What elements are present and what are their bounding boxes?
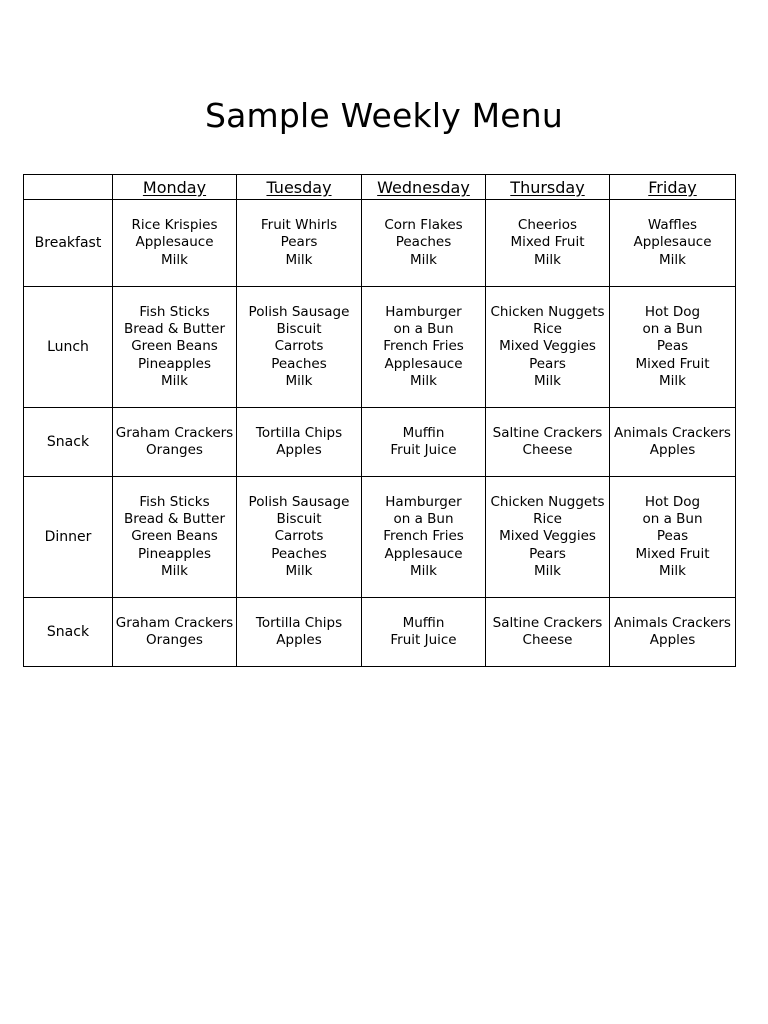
menu-item: Peaches <box>395 234 452 251</box>
menu-item: Mixed Veggies <box>499 338 596 355</box>
menu-item: Hot Dog <box>644 493 701 510</box>
day-header-monday: Monday <box>113 175 237 200</box>
menu-row-dinner <box>24 477 736 598</box>
menu-cell-thursday <box>486 477 610 598</box>
corner-cell <box>24 175 113 200</box>
menu-item: Peaches <box>271 545 327 562</box>
day-header-thursday: Thursday <box>486 175 610 200</box>
menu-item: Apples <box>649 632 696 648</box>
menu-cell-wednesday <box>362 200 486 287</box>
menu-item: Mixed Fruit <box>635 545 710 562</box>
menu-item: Carrots <box>274 338 324 355</box>
menu-cell-friday <box>610 477 736 598</box>
menu-cell-thursday <box>486 287 610 408</box>
menu-item: Milk <box>410 372 437 389</box>
weekly-menu-table <box>23 174 736 667</box>
menu-row-snack <box>24 598 736 667</box>
menu-item: Animals Crackers <box>614 614 731 631</box>
menu-row-breakfast <box>24 200 736 287</box>
meal-label: Breakfast <box>24 200 113 287</box>
page-title: Sample Weekly Menu <box>204 96 564 135</box>
menu-item: Pears <box>280 234 318 251</box>
menu-item: Milk <box>534 372 561 389</box>
menu-cell-monday <box>113 287 237 408</box>
menu-item: Fruit Juice <box>390 632 457 648</box>
menu-item: Hamburger <box>385 303 462 320</box>
menu-cell-wednesday <box>362 477 486 598</box>
menu-item: Milk <box>285 562 313 579</box>
menu-cell-friday <box>610 287 736 408</box>
menu-item: Muffin <box>402 614 445 631</box>
menu-cell-monday <box>113 598 237 667</box>
meal-label: Snack <box>24 408 113 477</box>
menu-item: Oranges <box>146 442 203 458</box>
menu-item: Hot Dog <box>644 303 701 320</box>
menu-cell-wednesday <box>362 287 486 408</box>
menu-cell-tuesday <box>237 408 362 477</box>
menu-item: Applesauce <box>384 355 463 372</box>
menu-item: French Fries <box>383 338 464 355</box>
menu-item: Apples <box>276 632 322 648</box>
menu-item: Fruit Juice <box>390 442 457 458</box>
menu-item: Mixed Veggies <box>499 528 596 545</box>
menu-cell-tuesday <box>237 287 362 408</box>
menu-item: Milk <box>410 251 437 268</box>
menu-item: Corn Flakes <box>384 217 463 234</box>
menu-item: Animals Crackers <box>614 424 731 441</box>
menu-cell-thursday <box>486 200 610 287</box>
menu-item: Polish Sausage <box>248 493 350 510</box>
menu-cell-monday <box>113 200 237 287</box>
menu-cell-thursday <box>486 408 610 477</box>
menu-item: Muffin <box>402 424 445 441</box>
menu-item: Biscuit <box>276 511 322 528</box>
menu-item: Chicken Nuggets <box>490 303 605 320</box>
menu-item: Milk <box>285 372 313 389</box>
menu-item: Pears <box>529 355 566 372</box>
menu-item: Cheese <box>522 632 573 648</box>
menu-row-snack <box>24 408 736 477</box>
menu-item: Milk <box>161 562 188 579</box>
day-header-tuesday: Tuesday <box>237 175 362 200</box>
menu-item: Apples <box>276 442 322 458</box>
menu-item: Peas <box>656 338 689 355</box>
menu-row-lunch <box>24 287 736 408</box>
menu-item: Hamburger <box>385 493 462 510</box>
menu-item: Milk <box>161 251 188 268</box>
menu-item: Cheerios <box>517 217 578 234</box>
menu-item: Fruit Whirls <box>260 217 338 234</box>
menu-item: Apples <box>649 442 696 458</box>
menu-item: Graham Crackers <box>115 614 234 631</box>
menu-item: Bread & Butter <box>123 511 226 528</box>
day-header-friday: Friday <box>610 175 736 200</box>
menu-item: Mixed Fruit <box>510 234 585 251</box>
meal-label: Dinner <box>24 477 113 598</box>
menu-item: Milk <box>659 562 686 579</box>
menu-item: Oranges <box>146 632 203 648</box>
menu-item: Waffles <box>647 217 698 234</box>
menu-cell-friday <box>610 408 736 477</box>
menu-item: Applesauce <box>633 234 712 251</box>
menu-item: Graham Crackers <box>115 424 234 441</box>
menu-cell-monday <box>113 477 237 598</box>
menu-item: French Fries <box>383 528 464 545</box>
menu-item: Peaches <box>271 355 327 372</box>
menu-item: Milk <box>534 562 561 579</box>
menu-cell-wednesday <box>362 408 486 477</box>
header-row <box>24 175 736 200</box>
menu-item: on a Bun <box>642 511 703 528</box>
menu-cell-tuesday <box>237 598 362 667</box>
menu-item: Milk <box>410 562 437 579</box>
menu-item: Applesauce <box>384 545 463 562</box>
menu-item: Milk <box>534 251 561 268</box>
menu-item: Applesauce <box>135 234 214 251</box>
menu-item: Saltine Crackers <box>492 614 603 631</box>
menu-item: Rice <box>533 511 562 528</box>
menu-item: Fish Sticks <box>139 493 210 510</box>
menu-item: Rice <box>533 321 562 338</box>
menu-item: Green Beans <box>131 338 218 355</box>
menu-item: Peas <box>656 528 689 545</box>
menu-cell-friday <box>610 200 736 287</box>
menu-item: Milk <box>659 372 686 389</box>
menu-item: Tortilla Chips <box>255 614 343 631</box>
menu-item: Cheese <box>522 442 573 458</box>
menu-item: Green Beans <box>131 528 218 545</box>
menu-item: Polish Sausage <box>248 303 350 320</box>
menu-cell-tuesday <box>237 477 362 598</box>
menu-item: Mixed Fruit <box>635 355 710 372</box>
menu-cell-friday <box>610 598 736 667</box>
menu-item: Pears <box>529 545 566 562</box>
menu-item: Saltine Crackers <box>492 424 603 441</box>
meal-label: Snack <box>24 598 113 667</box>
menu-item: Milk <box>659 251 686 268</box>
menu-item: on a Bun <box>393 511 454 528</box>
menu-item: Milk <box>285 251 313 268</box>
menu-item: on a Bun <box>642 321 703 338</box>
menu-cell-monday <box>113 408 237 477</box>
menu-item: Bread & Butter <box>123 321 226 338</box>
menu-item: Fish Sticks <box>139 303 210 320</box>
menu-item: Chicken Nuggets <box>490 493 605 510</box>
menu-cell-wednesday <box>362 598 486 667</box>
menu-item: Carrots <box>274 528 324 545</box>
menu-item: Pineapples <box>138 355 211 372</box>
menu-item: on a Bun <box>393 321 454 338</box>
menu-item: Pineapples <box>138 545 211 562</box>
day-header-wednesday: Wednesday <box>362 175 486 200</box>
menu-cell-tuesday <box>237 200 362 287</box>
menu-cell-thursday <box>486 598 610 667</box>
menu-item: Milk <box>161 372 188 389</box>
menu-item: Biscuit <box>276 321 322 338</box>
meal-label: Lunch <box>24 287 113 408</box>
menu-item: Rice Krispies <box>131 217 218 234</box>
menu-item: Tortilla Chips <box>255 424 343 441</box>
